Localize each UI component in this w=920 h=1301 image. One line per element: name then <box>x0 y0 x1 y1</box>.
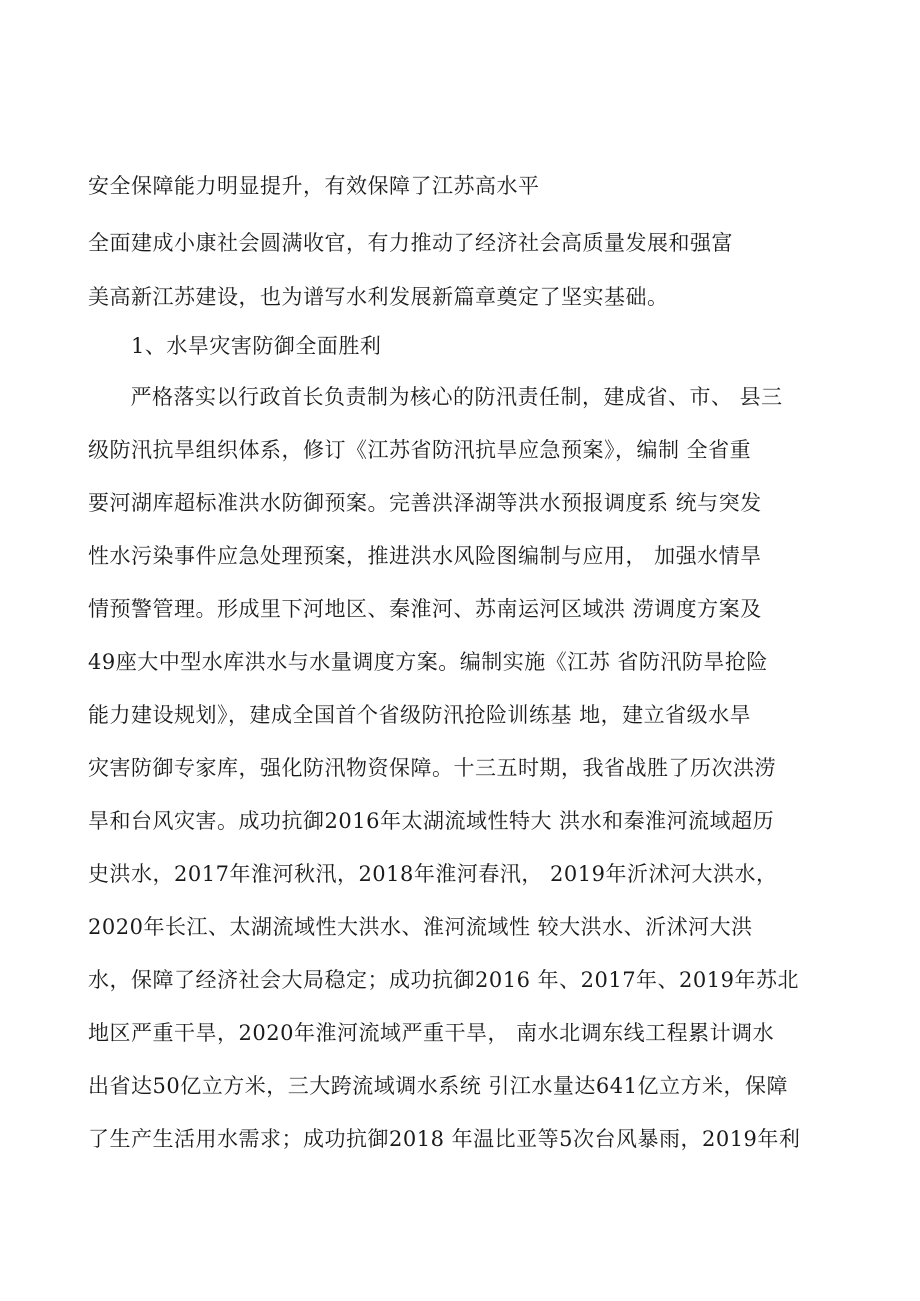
paragraph-line: 地区严重干旱，2020年淮河流域严重干旱， 南水北调东线工程累计调水 <box>88 1021 775 1045</box>
paragraph-line: 出省达50亿立方米，三大跨流域调水系统 引江水量达641亿立方米，保障 <box>88 1074 788 1098</box>
section-heading: 1、水旱灾害防御全面胜利 <box>131 334 382 358</box>
paragraph-line: 安全保障能力明显提升，有效保障了江苏高水平 <box>88 174 540 198</box>
paragraph-line: 全面建成小康社会圆满收官，有力推动了经济社会高质量发展和强富 <box>88 231 733 255</box>
paragraph-line: 级防汛抗旱组织体系，修订《江苏省防汛抗旱应急预案》，编制 全省重 <box>88 438 752 462</box>
paragraph-line: 49座大中型水库洪水与水量调度方案。编制实施《江苏 省防汛防旱抢险 <box>88 650 768 674</box>
paragraph-line: 了生产生活用水需求；成功抗御2018 年温比亚等5次台风暴雨，2019年利 <box>88 1127 801 1151</box>
paragraph-line: 情预警管理。形成里下河地区、秦淮河、苏南运河区域洪 涝调度方案及 <box>88 597 762 621</box>
paragraph-line: 水，保障了经济社会大局稳定；成功抗御2016 年、2017年、2019年苏北 <box>88 968 800 992</box>
paragraph-line: 严格落实以行政首长负责制为核心的防汛责任制，建成省、市、 县三 <box>109 385 783 409</box>
paragraph-line: 要河湖库超标准洪水防御预案。完善洪泽湖等洪水预报调度系 统与突发 <box>88 491 762 515</box>
paragraph-line: 旱和台风灾害。成功抗御2016年太湖流域性特大 洪水和秦淮河流域超历 <box>88 809 775 833</box>
paragraph-line: 能力建设规划》，建成全国首个省级防汛抢险训练基 地，建立省级水旱 <box>88 703 752 727</box>
paragraph-line: 性水污染事件应急处理预案，推进洪水风险图编制与应用， 加强水情旱 <box>88 544 762 568</box>
paragraph-line: 美高新江苏建设，也为谱写水利发展新篇章奠定了坚实基础。 <box>88 285 669 309</box>
paragraph-line: 2020年长江、太湖流域性大洪水、淮河流域性 较大洪水、沂沭河大洪 <box>88 915 753 939</box>
paragraph-line: 史洪水，2017年淮河秋汛，2018年淮河春汛， 2019年沂沭河大洪水， <box>88 862 778 886</box>
paragraph-line: 灾害防御专家库，强化防汛物资保障。十三五时期，我省战胜了历次洪涝 <box>88 756 776 780</box>
